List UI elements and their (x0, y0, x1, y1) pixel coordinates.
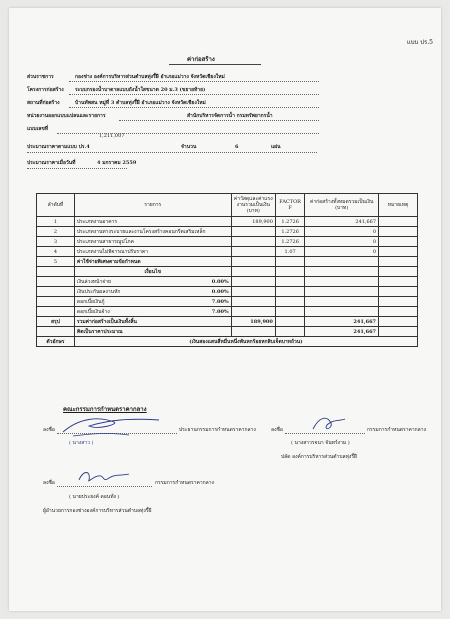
agency-value: กองช่าง องค์การบริหารส่วนตำบลทุ่งรี้ฝี อำเภอแม่วาง จังหวัดเชียงใหม่ (75, 74, 225, 80)
location-value: บ้านทัพสน หมู่ที่ 3 ตำบลทุ่งรี้ฝี อำเภอแม่วาง จังหวัดเชียงใหม่ (75, 100, 206, 106)
row-cost (231, 237, 275, 247)
condition-row (37, 297, 418, 307)
condition-value: 0.00% (211, 278, 229, 285)
sheet-unit: แผ่น (271, 144, 281, 150)
location-label: สถานที่ก่อสร้าง (27, 100, 60, 106)
design-unit-label: หน่วยงานออกแบบแปลนและรายการ (27, 113, 106, 119)
summary-total: 241,667 (305, 317, 379, 327)
row-no: 5 (37, 257, 75, 267)
condition-cell (74, 307, 231, 317)
row-factor: 1.07 (275, 247, 304, 257)
form-code: แบบ ปร.5 (406, 39, 433, 46)
row-total: 0 (305, 227, 379, 237)
table-row (37, 257, 418, 267)
row-no: 3 (37, 237, 75, 247)
conditions-title: เงื่อนไข (74, 267, 231, 277)
row-note (379, 217, 418, 227)
letters-label: ตัวอักษร (37, 337, 75, 347)
letters-value: (เงินสองแสนสี่หมื่นหนึ่งพันหกร้อยหกสิบเจ็ดบาทถ้วน) (74, 337, 417, 347)
row-total: 0 (305, 237, 379, 247)
rounded-total: 241,667 (305, 327, 379, 337)
count-value: 6 (235, 144, 239, 150)
condition-row (37, 287, 418, 297)
summary-label: สรุป (37, 317, 75, 327)
row-note (379, 227, 418, 237)
agency-dotline (69, 81, 319, 82)
date-dotline (27, 168, 127, 169)
sign1-prefix: ลงชื่อ (43, 427, 55, 433)
row-total: 0 (305, 247, 379, 257)
row-factor: 1.2726 (275, 237, 304, 247)
condition-label: เงินประกันผลงานหัก (76, 288, 121, 295)
row-cost: 189,900 (231, 217, 275, 227)
committee-heading: คณะกรรมการกำหนดราคากลาง (63, 406, 147, 413)
design-unit-value: สำนักบริหารจัดการน้ำ กรมทรัพยากรน้ำ (187, 113, 273, 119)
date-value: 4 มกราคม 2559 (97, 160, 137, 166)
row-item: ประเภทงานไม่พิจารณาปรับราคา (74, 247, 231, 257)
drawing-dotline (57, 133, 319, 134)
row-total (305, 257, 379, 267)
condition-label: ดอกเบี้ยเงินจ้าง (76, 308, 110, 315)
agency-label: ส่วนราชการ (27, 74, 54, 80)
rounded-row (37, 327, 418, 337)
project-label: โครงการก่อสร้าง (27, 87, 64, 93)
document-page (9, 8, 441, 611)
drawing-label: แบบเลขที่ (27, 126, 49, 132)
calc-dotline (27, 152, 317, 153)
condition-value: 7.00% (211, 298, 229, 305)
header-total: ค่าก่อสร้างทั้งหมดรวมเป็นเงิน (บาท) (305, 194, 379, 217)
cost-table (36, 193, 418, 347)
drawing-value: 1,211,007 (99, 133, 125, 139)
sign3-prefix: ลงชื่อ (43, 480, 55, 486)
summary-cost: 189,900 (231, 317, 275, 327)
conditions-title-row (37, 267, 418, 277)
row-cost (231, 247, 275, 257)
row-no: 4 (37, 247, 75, 257)
row-note (379, 237, 418, 247)
condition-cell (74, 297, 231, 307)
row-item: ประเภทงานสาธารณูปโภค (74, 237, 231, 247)
condition-cell (74, 277, 231, 287)
sign3-name: ( นายประยงค์ ดอนทั่ง ) (69, 494, 120, 500)
row-item: ประเภทงานทางระบายและงานโครงสร้างคอนกรีตเสริมเหล็ก (74, 227, 231, 237)
rounded-item: คิดเป็นราคาประมาณ (74, 327, 231, 337)
row-no: 1 (37, 217, 75, 227)
row-no: 2 (37, 227, 75, 237)
condition-label: ดอกเบี้ยเงินกู้ (76, 298, 105, 305)
row-factor: 1.2726 (275, 227, 304, 237)
table-row (37, 227, 418, 237)
row-factor: 1.2726 (275, 217, 304, 227)
summary-row (37, 317, 418, 327)
project-dotline (69, 94, 319, 95)
calc-label: ประมาณราคาตามแบบ ปร.4 (27, 144, 90, 150)
row-factor (275, 257, 304, 267)
row-cost (231, 227, 275, 237)
row-note (379, 257, 418, 267)
letters-row (37, 337, 418, 347)
table-row (37, 237, 418, 247)
sign3-position: ผู้อำนวยการกองช่างองค์การบริหารส่วนตำบลทุ่งรี้ฝี (43, 508, 152, 514)
condition-value: 0.00% (211, 288, 229, 295)
location-dotline (69, 107, 319, 108)
sign2-role: กรรมการกำหนดราคากลาง (367, 427, 426, 433)
header-note: หมายเหตุ (379, 194, 418, 217)
project-value: ระบบกรองน้ำบาดาลแบบถังน้ำใสขนาด 20 ม.3 (ขยายท้าย) (75, 87, 206, 93)
sign1-name: ( นางสาว ) (69, 440, 94, 446)
condition-row (37, 277, 418, 287)
header-cost: ค่าวัสดุและค่าแรงงานรวมเป็นเงิน (บาท) (231, 194, 275, 217)
signature-2-icon (309, 413, 349, 435)
table-row (37, 217, 418, 227)
signature-3-icon (75, 466, 135, 488)
condition-cell (74, 287, 231, 297)
count-label: จำนวน (181, 144, 197, 150)
table-row (37, 247, 418, 257)
header-factor: FACTOR F (275, 194, 304, 217)
row-item: ประเภทงานอาคาร (74, 217, 231, 227)
condition-value: 7.00% (211, 308, 229, 315)
page-title: ค่าก่อสร้าง (187, 56, 215, 63)
sign2-name: ( นางสาวรจนา จันทร์งาม ) (291, 440, 350, 446)
row-cost (231, 257, 275, 267)
sign1-role: ประธานกรรมการกำหนดราคากลาง (179, 427, 256, 433)
header-no: ลำดับที่ (37, 194, 75, 217)
sign2-prefix: ลงชื่อ (271, 427, 283, 433)
sign2-position: ปลัด องค์การบริหารส่วนตำบลทุ่งรี้ฝี (281, 454, 357, 460)
row-note (379, 247, 418, 257)
condition-label: เงินล่วงหน้าจ่าย (76, 278, 111, 285)
title-underline (169, 64, 261, 65)
design-unit-dotline (119, 120, 319, 121)
sign3-role: กรรมการกำหนดราคากลาง (155, 480, 214, 486)
summary-item: รวมค่าก่อสร้างเป็นเงินทั้งสิ้น (74, 317, 231, 327)
table-header-row (37, 194, 418, 217)
date-label: ประมาณราคาเมื่อวันที่ (27, 160, 76, 166)
row-item: ค่าใช้จ่ายพิเศษตามข้อกำหนด (74, 257, 231, 267)
row-total: 241,667 (305, 217, 379, 227)
header-item: รายการ (74, 194, 231, 217)
condition-row (37, 307, 418, 317)
signature-1-icon (59, 410, 169, 440)
